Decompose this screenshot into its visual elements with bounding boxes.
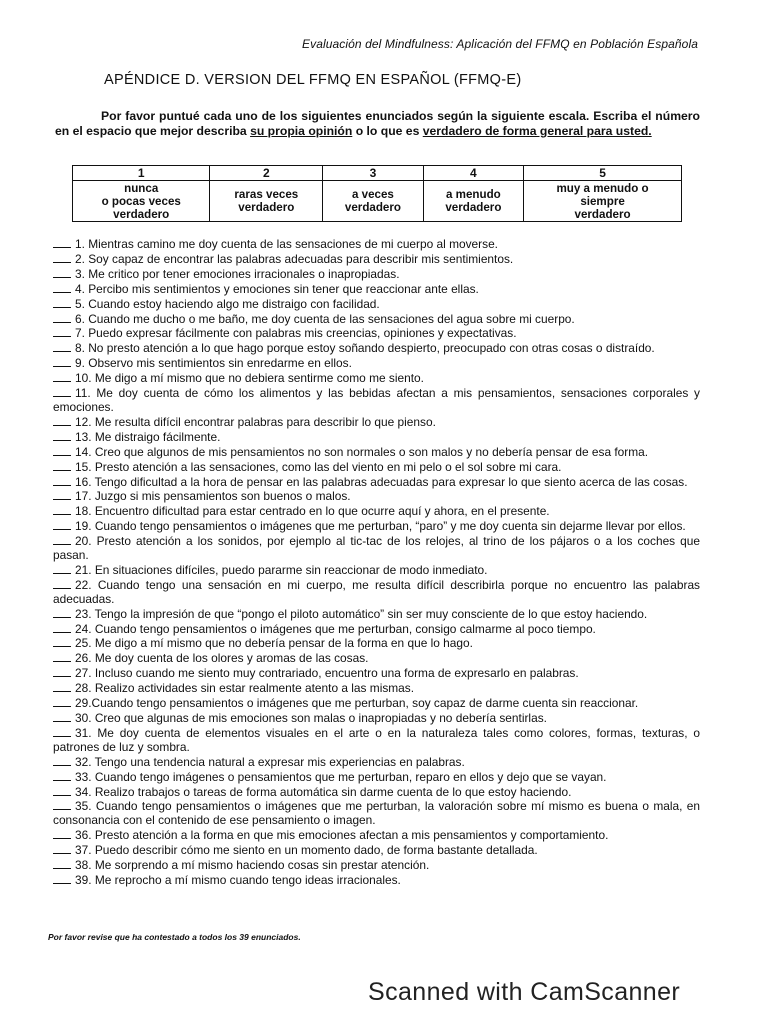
- answer-blank[interactable]: [53, 326, 71, 337]
- answer-blank[interactable]: [53, 607, 71, 618]
- instructions-underline-2: verdadero de forma general para usted.: [422, 123, 652, 138]
- questionnaire-item: [53, 356, 700, 371]
- footer-note: Por favor revise que ha contestado a todos los 39 enunciados.: [48, 932, 301, 942]
- item-text: 32. Tengo una tendencia natural a expresar mis experiencias en palabras.: [75, 754, 465, 769]
- answer-blank[interactable]: [53, 312, 71, 323]
- questionnaire-item: [53, 371, 700, 386]
- answer-blank[interactable]: [53, 341, 71, 352]
- questionnaire-item: [53, 799, 700, 828]
- answer-blank[interactable]: [53, 297, 71, 308]
- answer-blank[interactable]: [53, 460, 71, 471]
- answer-blank[interactable]: [53, 651, 71, 662]
- answer-blank[interactable]: [53, 445, 71, 456]
- questionnaire-item: [53, 430, 700, 445]
- instructions-underline-1: su propia opinión: [250, 123, 353, 138]
- item-text: 15. Presto atención a las sensaciones, como las del viento en mi pelo o el sol sobre mi cara.: [75, 459, 562, 474]
- scale-number: 1: [73, 166, 210, 181]
- answer-blank[interactable]: [53, 430, 71, 441]
- page-title: APÉNDICE D. VERSION DEL FFMQ EN ESPAÑOL (FFMQ-E): [104, 72, 522, 88]
- item-text: 35. Cuando tengo pensamientos o imágenes que me perturban, la valoración sobre mí mismo es buena o mala, en consonancia con el contenido de ese pensamiento o imagen.: [53, 799, 700, 828]
- questionnaire-item: [53, 755, 700, 770]
- answer-blank[interactable]: [53, 696, 71, 707]
- scale-label-line: raras veces: [234, 188, 299, 201]
- item-text: 30. Creo que algunas de mis emociones son malas o inapropiadas y no debería sentirlas.: [75, 711, 547, 725]
- questionnaire-item: [53, 252, 700, 267]
- answer-blank[interactable]: [53, 534, 71, 545]
- scale-label: [73, 181, 210, 222]
- questionnaire-item: [53, 386, 700, 415]
- scale-number: 4: [423, 166, 523, 181]
- scale-label: [210, 181, 323, 222]
- item-text: 33. Cuando tengo imágenes o pensamientos que me perturban, reparo en ellos y dejo que se vayan.: [75, 769, 607, 784]
- item-text: 34. Realizo trabajos o tareas de forma automática sin darme cuenta de lo que estoy haciendo.: [75, 784, 572, 799]
- answer-blank[interactable]: [53, 711, 71, 722]
- answer-blank[interactable]: [53, 282, 71, 293]
- answer-blank[interactable]: [53, 519, 71, 530]
- scale-number: 2: [210, 166, 323, 181]
- item-text: 3. Me critico por tener emociones irracionales o inapropiadas.: [75, 266, 400, 281]
- item-text: 31. Me doy cuenta de elementos visuales en el arte o en la naturaleza tales como colores, formas, texturas, o patrones de luz y sombra.: [53, 725, 700, 754]
- item-text: 17. Juzgo si mis pensamientos son buenos o malos.: [75, 489, 351, 504]
- answer-blank[interactable]: [53, 785, 71, 796]
- scale-label: [423, 181, 523, 222]
- answer-blank[interactable]: [53, 267, 71, 278]
- item-text: 39. Me reprocho a mí mismo cuando tengo ideas irracionales.: [75, 872, 401, 887]
- questionnaire-item: [53, 622, 700, 637]
- answer-blank[interactable]: [53, 828, 71, 839]
- scale-number: 3: [323, 166, 423, 181]
- scale-label: [323, 181, 423, 222]
- answer-blank[interactable]: [53, 755, 71, 766]
- questionnaire-item: [53, 651, 700, 666]
- rating-scale-table: [72, 165, 682, 222]
- questionnaire-item: [53, 726, 700, 755]
- scale-label-line: siempre: [580, 194, 625, 208]
- scale-label: [524, 181, 682, 222]
- questionnaire-item: [53, 785, 700, 800]
- questionnaire-item: [53, 828, 700, 843]
- questionnaire-item: [53, 415, 700, 430]
- item-text: 36. Presto atención a la forma en que mis emociones afectan a mis pensamientos y comportamiento.: [75, 828, 609, 843]
- questionnaire-item: [53, 607, 700, 622]
- item-text: 18. Encuentro dificultad para estar centrado en lo que ocurre aquí y ahora, en el presente.: [75, 504, 550, 519]
- running-header: Evaluación del Mindfulness: Aplicación del FFMQ en Población Española: [301, 37, 698, 51]
- answer-blank[interactable]: [53, 636, 71, 647]
- questionnaire-item: [53, 858, 700, 873]
- answer-blank[interactable]: [53, 843, 71, 854]
- scale-number: 5: [524, 166, 682, 181]
- questionnaire-item: [53, 519, 700, 534]
- item-text: 5. Cuando estoy haciendo algo me distraigo con facilidad.: [75, 296, 380, 311]
- questionnaire-item: [53, 267, 700, 282]
- answer-blank[interactable]: [53, 475, 71, 486]
- instructions-text-1: Por favor puntué cada uno de los siguientes enunciados según la siguiente escala. Escriba el número en el espacio que mejor describa: [55, 109, 700, 138]
- item-text: 38. Me sorprendo a mí mismo haciendo cosas sin prestar atención.: [75, 858, 430, 873]
- item-text: 9. Observo mis sentimientos sin enredarme en ellos.: [75, 356, 352, 371]
- answer-blank[interactable]: [53, 770, 71, 781]
- item-text: 16. Tengo dificultad a la hora de pensar en las palabras adecuadas para expresar lo que siento acerca de las cosas.: [75, 474, 688, 489]
- scale-label-line: a veces: [351, 188, 394, 201]
- scale-number-row: [73, 166, 682, 181]
- answer-blank[interactable]: [53, 726, 71, 737]
- item-text: 12. Me resulta difícil encontrar palabras para describir lo que pienso.: [75, 414, 436, 429]
- scale-label-line: verdadero: [238, 201, 295, 214]
- scale-label-line: nunca: [124, 181, 159, 195]
- scale-label-line: a menudo: [445, 188, 501, 201]
- questionnaire-item: [53, 460, 700, 475]
- questionnaire-item: [53, 873, 700, 888]
- item-text: 24. Cuando tengo pensamientos o imágenes que me perturban, consigo calmarme al poco tiempo.: [75, 621, 596, 636]
- item-text: 6. Cuando me ducho o me baño, me doy cuenta de las sensaciones del agua sobre mi cuerpo.: [75, 311, 575, 326]
- item-text: 23. Tengo la impresión de que “pongo el piloto automático” sin ser muy consciente de lo que estoy haciendo.: [75, 606, 648, 621]
- answer-blank[interactable]: [53, 873, 71, 884]
- camscanner-watermark: Scanned with CamScanner: [368, 978, 681, 1006]
- answer-blank[interactable]: [53, 622, 71, 633]
- questionnaire-item: [53, 696, 700, 711]
- answer-blank[interactable]: [53, 356, 71, 367]
- item-text: 7. Puedo expresar fácilmente con palabras mis creencias, opiniones y expectativas.: [75, 326, 517, 341]
- item-text: 22. Cuando tengo una sensación en mi cuerpo, me resulta difícil describirla porque no encuentro las palabras adecuadas.: [53, 577, 700, 606]
- questionnaire-item: [53, 843, 700, 858]
- item-text: 25. Me digo a mí mismo que no debería pensar de la forma en que lo hago.: [75, 636, 473, 651]
- item-text: 20. Presto atención a los sonidos, por ejemplo al tic-tac de los relojes, al trino de los pájaros o a los coches que pasan.: [53, 534, 700, 563]
- scale-label-line: verdadero: [574, 207, 631, 221]
- questionnaire-item: [53, 489, 700, 504]
- item-text: 14. Creo que algunos de mis pensamientos no son normales o son malos y no debería pensar de esa forma.: [75, 444, 649, 459]
- item-text: 13. Me distraigo fácilmente.: [75, 429, 221, 444]
- answer-blank[interactable]: [53, 799, 71, 810]
- questionnaire-item: [53, 282, 700, 297]
- questionnaire-item: [53, 237, 700, 252]
- questionnaire-item: [53, 475, 700, 490]
- item-text: 11. Me doy cuenta de cómo los alimentos y las bebidas afectan a mis pensamientos, sensaciones corporales y emociones.: [53, 386, 700, 414]
- questionnaire-item: [53, 326, 700, 341]
- answer-blank[interactable]: [53, 681, 71, 692]
- item-text: 10. Me digo a mí mismo que no debiera sentirme como me siento.: [75, 371, 424, 386]
- questionnaire-item: [53, 578, 700, 607]
- instructions-text-2: o lo que es: [352, 123, 423, 138]
- scale-label-line: verdadero: [344, 201, 401, 214]
- item-text: 1. Mientras camino me doy cuenta de las sensaciones de mi cuerpo al moverse.: [75, 237, 498, 251]
- answer-blank[interactable]: [53, 504, 71, 515]
- answer-blank[interactable]: [53, 386, 71, 397]
- questionnaire-item: [53, 312, 700, 327]
- questionnaire-items: [53, 237, 700, 888]
- questionnaire-item: [53, 341, 700, 356]
- answer-blank[interactable]: [53, 415, 71, 426]
- item-text: 19. Cuando tengo pensamientos o imágenes que me perturban, “paro” y me doy cuenta sin dejarme llevar por ellos.: [75, 519, 686, 534]
- questionnaire-item: [53, 504, 700, 519]
- answer-blank[interactable]: [53, 666, 71, 677]
- questionnaire-item: [53, 666, 700, 681]
- scale-label-line: verdadero: [445, 201, 502, 214]
- scale-label-line: o pocas veces: [101, 194, 181, 208]
- scale-label-row: [73, 181, 682, 222]
- instructions: [55, 109, 700, 138]
- answer-blank[interactable]: [53, 371, 71, 382]
- item-text: 2. Soy capaz de encontrar las palabras adecuadas para describir mis sentimientos.: [75, 251, 514, 266]
- item-text: 27. Incluso cuando me siento muy contrariado, encuentro una forma de expresarlo en palabras.: [75, 666, 579, 681]
- questionnaire-item: [53, 770, 700, 785]
- item-text: 26. Me doy cuenta de los olores y aromas de las cosas.: [75, 651, 369, 666]
- questionnaire-item: [53, 711, 700, 726]
- answer-blank[interactable]: [53, 578, 71, 589]
- answer-blank[interactable]: [53, 489, 71, 500]
- answer-blank[interactable]: [53, 252, 71, 263]
- questionnaire-item: [53, 636, 700, 651]
- questionnaire-item: [53, 681, 700, 696]
- answer-blank[interactable]: [53, 563, 71, 574]
- scale-label-line: verdadero: [113, 207, 170, 221]
- answer-blank[interactable]: [53, 858, 71, 869]
- item-text: 21. En situaciones difíciles, puedo pararme sin reaccionar de modo inmediato.: [75, 562, 488, 577]
- answer-blank[interactable]: [53, 237, 71, 248]
- scale-label-line: muy a menudo o: [556, 181, 649, 195]
- questionnaire-item: [53, 563, 700, 578]
- questionnaire-item: [53, 445, 700, 460]
- questionnaire-item: [53, 297, 700, 312]
- item-text: 4. Percibo mis sentimientos y emociones sin tener que reaccionar ante ellas.: [75, 281, 479, 296]
- item-text: 28. Realizo actividades sin estar realmente atento a las mismas.: [75, 681, 415, 696]
- item-text: 29.Cuando tengo pensamientos o imágenes que me perturban, soy capaz de darme cuenta sin reaccionar.: [75, 696, 639, 711]
- item-text: 37. Puedo describir cómo me siento en un momento dado, de forma bastante detallada.: [75, 843, 538, 858]
- item-text: 8. No presto atención a lo que hago porque estoy soñando despierto, preocupado con otras cosas o distraído.: [75, 341, 655, 356]
- questionnaire-item: [53, 534, 700, 563]
